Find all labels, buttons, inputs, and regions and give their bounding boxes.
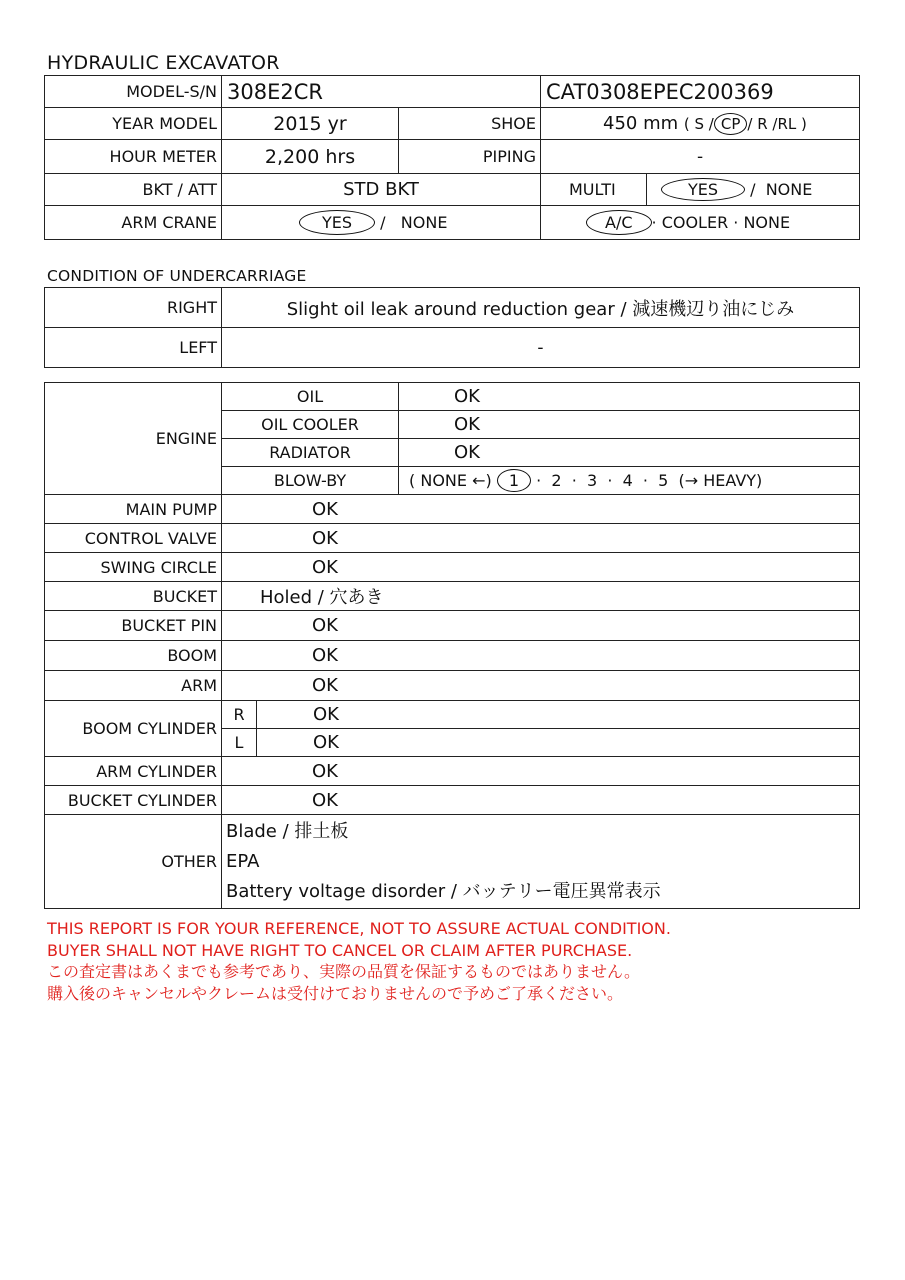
multi-other: NONE bbox=[765, 180, 813, 199]
shoe-cell bbox=[541, 108, 860, 140]
hours-value: 2,200 hrs bbox=[222, 140, 399, 174]
disclaimer-line: THIS REPORT IS FOR YOUR REFERENCE, NOT TO ASSURE ACTUAL CONDITION. bbox=[47, 919, 671, 938]
undercarriage-table bbox=[44, 287, 860, 368]
shoe-selected-circle: CP bbox=[714, 113, 748, 135]
engine-label: ENGINE bbox=[45, 383, 222, 495]
bucket-pin-label: BUCKET PIN bbox=[45, 611, 222, 641]
page-title: HYDRAULIC EXCAVATOR bbox=[47, 52, 280, 74]
boom-cylinder-l-label: L bbox=[222, 729, 257, 757]
arm-crane-cell bbox=[222, 206, 541, 240]
multi-separator: / bbox=[750, 180, 756, 199]
inspection-table bbox=[44, 382, 860, 909]
bucket-cylinder-label: BUCKET CYLINDER bbox=[45, 786, 222, 815]
blowby-selected-circle: 1 bbox=[497, 469, 531, 492]
shoe-paren-rest: / R /RL ) bbox=[747, 114, 807, 133]
arm-label: ARM bbox=[45, 671, 222, 701]
blowby-rest: · 2 · 3 · 4 · 5 (→ HEAVY) bbox=[536, 471, 763, 490]
main-pump-value: OK bbox=[222, 495, 860, 524]
boom-label: BOOM bbox=[45, 641, 222, 671]
boom-cylinder-r-label: R bbox=[222, 701, 257, 729]
oil-cooler-label: OIL COOLER bbox=[222, 411, 399, 439]
model-sn-label: MODEL-S/N bbox=[45, 76, 222, 108]
blowby-label: BLOW-BY bbox=[222, 467, 399, 495]
arm-crane-label: ARM CRANE bbox=[45, 206, 222, 240]
boom-cylinder-r-value: OK bbox=[257, 701, 860, 729]
piping-value: - bbox=[541, 140, 860, 174]
bkt-att-value: STD BKT bbox=[222, 174, 541, 206]
disclaimer-line: BUYER SHALL NOT HAVE RIGHT TO CANCEL OR CLAIM AFTER PURCHASE. bbox=[47, 940, 633, 960]
disclaimer-line: 購入後のキャンセルやクレームは受付けておりませんので予めご了承ください。 bbox=[47, 983, 624, 1003]
radiator-label: RADIATOR bbox=[222, 439, 399, 467]
swing-circle-value: OK bbox=[222, 553, 860, 582]
oil-value: OK bbox=[399, 383, 860, 411]
undercarriage-right-label: RIGHT bbox=[45, 288, 222, 328]
arm-cylinder-label: ARM CYLINDER bbox=[45, 757, 222, 786]
arm-crane-selected-circle: YES bbox=[299, 210, 375, 235]
other-notes bbox=[222, 815, 860, 909]
other-note: EPA bbox=[226, 850, 260, 872]
other-note: Battery voltage disorder / バッテリー電圧異常表示 bbox=[226, 880, 661, 902]
shoe-paren-open: ( S / bbox=[683, 114, 714, 133]
control-valve-value: OK bbox=[222, 524, 860, 553]
oil-cooler-value: OK bbox=[399, 411, 860, 439]
oil-label: OIL bbox=[222, 383, 399, 411]
model-value: 308E2CR bbox=[222, 76, 541, 108]
piping-label: PIPING bbox=[399, 140, 541, 174]
arm-cylinder-value: OK bbox=[222, 757, 860, 786]
year-value: 2015 yr bbox=[222, 108, 399, 140]
undercarriage-left-value: - bbox=[222, 328, 860, 368]
boom-cylinder-label: BOOM CYLINDER bbox=[45, 701, 222, 757]
arm-crane-other: NONE bbox=[400, 213, 448, 232]
arm-crane-separator: / bbox=[380, 213, 386, 232]
control-valve-label: CONTROL VALVE bbox=[45, 524, 222, 553]
main-pump-label: MAIN PUMP bbox=[45, 495, 222, 524]
multi-label: MULTI bbox=[541, 174, 647, 206]
ac-cell bbox=[541, 206, 860, 240]
blowby-scale bbox=[399, 467, 860, 495]
bucket-label: BUCKET bbox=[45, 582, 222, 611]
other-label: OTHER bbox=[45, 815, 222, 909]
serial-value: CAT0308EPEC200369 bbox=[541, 76, 860, 108]
hour-meter-label: HOUR METER bbox=[45, 140, 222, 174]
disclaimer bbox=[47, 918, 671, 1004]
year-model-label: YEAR MODEL bbox=[45, 108, 222, 140]
other-note: Blade / 排土板 bbox=[226, 820, 349, 842]
blowby-prefix: ( NONE ←) bbox=[409, 471, 492, 490]
undercarriage-left-label: LEFT bbox=[45, 328, 222, 368]
multi-selected-circle: YES bbox=[661, 178, 745, 201]
swing-circle-label: SWING CIRCLE bbox=[45, 553, 222, 582]
bucket-pin-value: OK bbox=[222, 611, 860, 641]
radiator-value: OK bbox=[399, 439, 860, 467]
bucket-value: Holed / 穴あき bbox=[222, 582, 860, 611]
multi-cell bbox=[647, 174, 860, 206]
undercarriage-right-value: Slight oil leak around reduction gear / 減速機辺り油にじみ bbox=[222, 288, 860, 328]
ac-options: · COOLER · NONE bbox=[651, 213, 791, 232]
ac-selected-circle: A/C bbox=[586, 210, 652, 235]
boom-value: OK bbox=[222, 641, 860, 671]
bucket-cylinder-value: OK bbox=[222, 786, 860, 815]
bkt-att-label: BKT / ATT bbox=[45, 174, 222, 206]
boom-cylinder-l-value: OK bbox=[257, 729, 860, 757]
undercarriage-title: CONDITION OF UNDERCARRIAGE bbox=[47, 267, 307, 285]
arm-value: OK bbox=[222, 671, 860, 701]
shoe-value: 450 mm bbox=[603, 112, 679, 134]
disclaimer-line: この査定書はあくまでも参考であり、実際の品質を保証するものではありません。 bbox=[47, 962, 640, 981]
spec-table bbox=[44, 75, 860, 240]
shoe-label: SHOE bbox=[399, 108, 541, 140]
